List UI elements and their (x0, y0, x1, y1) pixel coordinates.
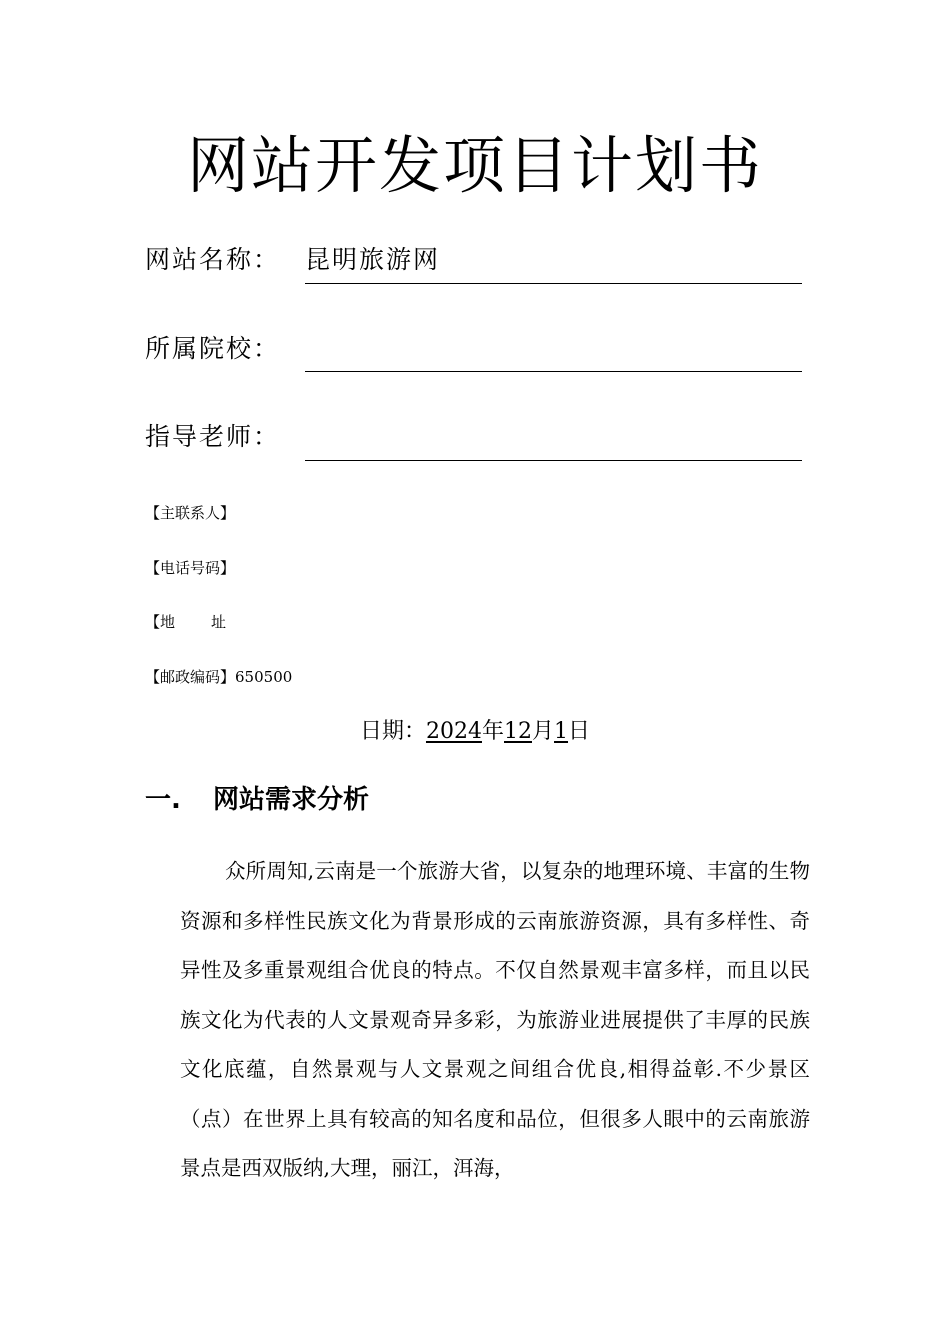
section-number: 一. (145, 785, 181, 815)
section-title: 网站需求分析 (213, 785, 370, 815)
main-contact-label: 【主联系人】 (145, 504, 236, 522)
postal-code-row (145, 666, 292, 688)
date-year-unit: 年 (481, 719, 504, 744)
address-open: 【地 (145, 613, 176, 631)
school-label: 所属院校： (145, 334, 281, 363)
postal-code-label: 【邮政编码】 (145, 668, 236, 686)
phone-label: 【电话号码】 (145, 559, 236, 577)
school-underline (305, 371, 802, 372)
date-year: 2024 (425, 719, 482, 744)
section-heading (145, 782, 369, 818)
address-label (145, 611, 226, 633)
document-title: 网站开发项目计划书 (186, 129, 763, 202)
section-paragraph: 众所周知,云南是一个旅游大省，以复杂的地理环境、丰富的生物资源和多样性民族文化为背景形成的云南旅游资源，具有多样性、奇异性及多重景观组合优良的特点。不仅自然景观丰富多样，而且以民族文化为代表的人文景观奇异多彩，为旅游业进展提供了丰厚的民族文化底蕴，自然景观与人文景观之间组合优良,相得益彰.不少景区（点）在世界上具有较高的知名度和品位，但很多人眼中的云南旅游景点是西双版纳,大理，丽江，洱海， (180, 859, 810, 1180)
date-day: 1 (554, 719, 569, 744)
address-close: 址 (211, 613, 227, 631)
date-day-unit: 日 (568, 719, 591, 744)
date-month: 12 (504, 719, 532, 744)
teacher-label: 指导老师： (145, 422, 281, 451)
site-name-underline (305, 283, 802, 284)
date-month-unit: 月 (532, 719, 555, 744)
site-name-label: 网站名称： (145, 245, 281, 274)
postal-code-value: 650500 (235, 668, 293, 686)
site-name-value: 昆明旅游网 (305, 245, 441, 274)
date-line (0, 716, 950, 748)
teacher-underline (305, 460, 802, 461)
date-label: 日期： (359, 719, 426, 744)
